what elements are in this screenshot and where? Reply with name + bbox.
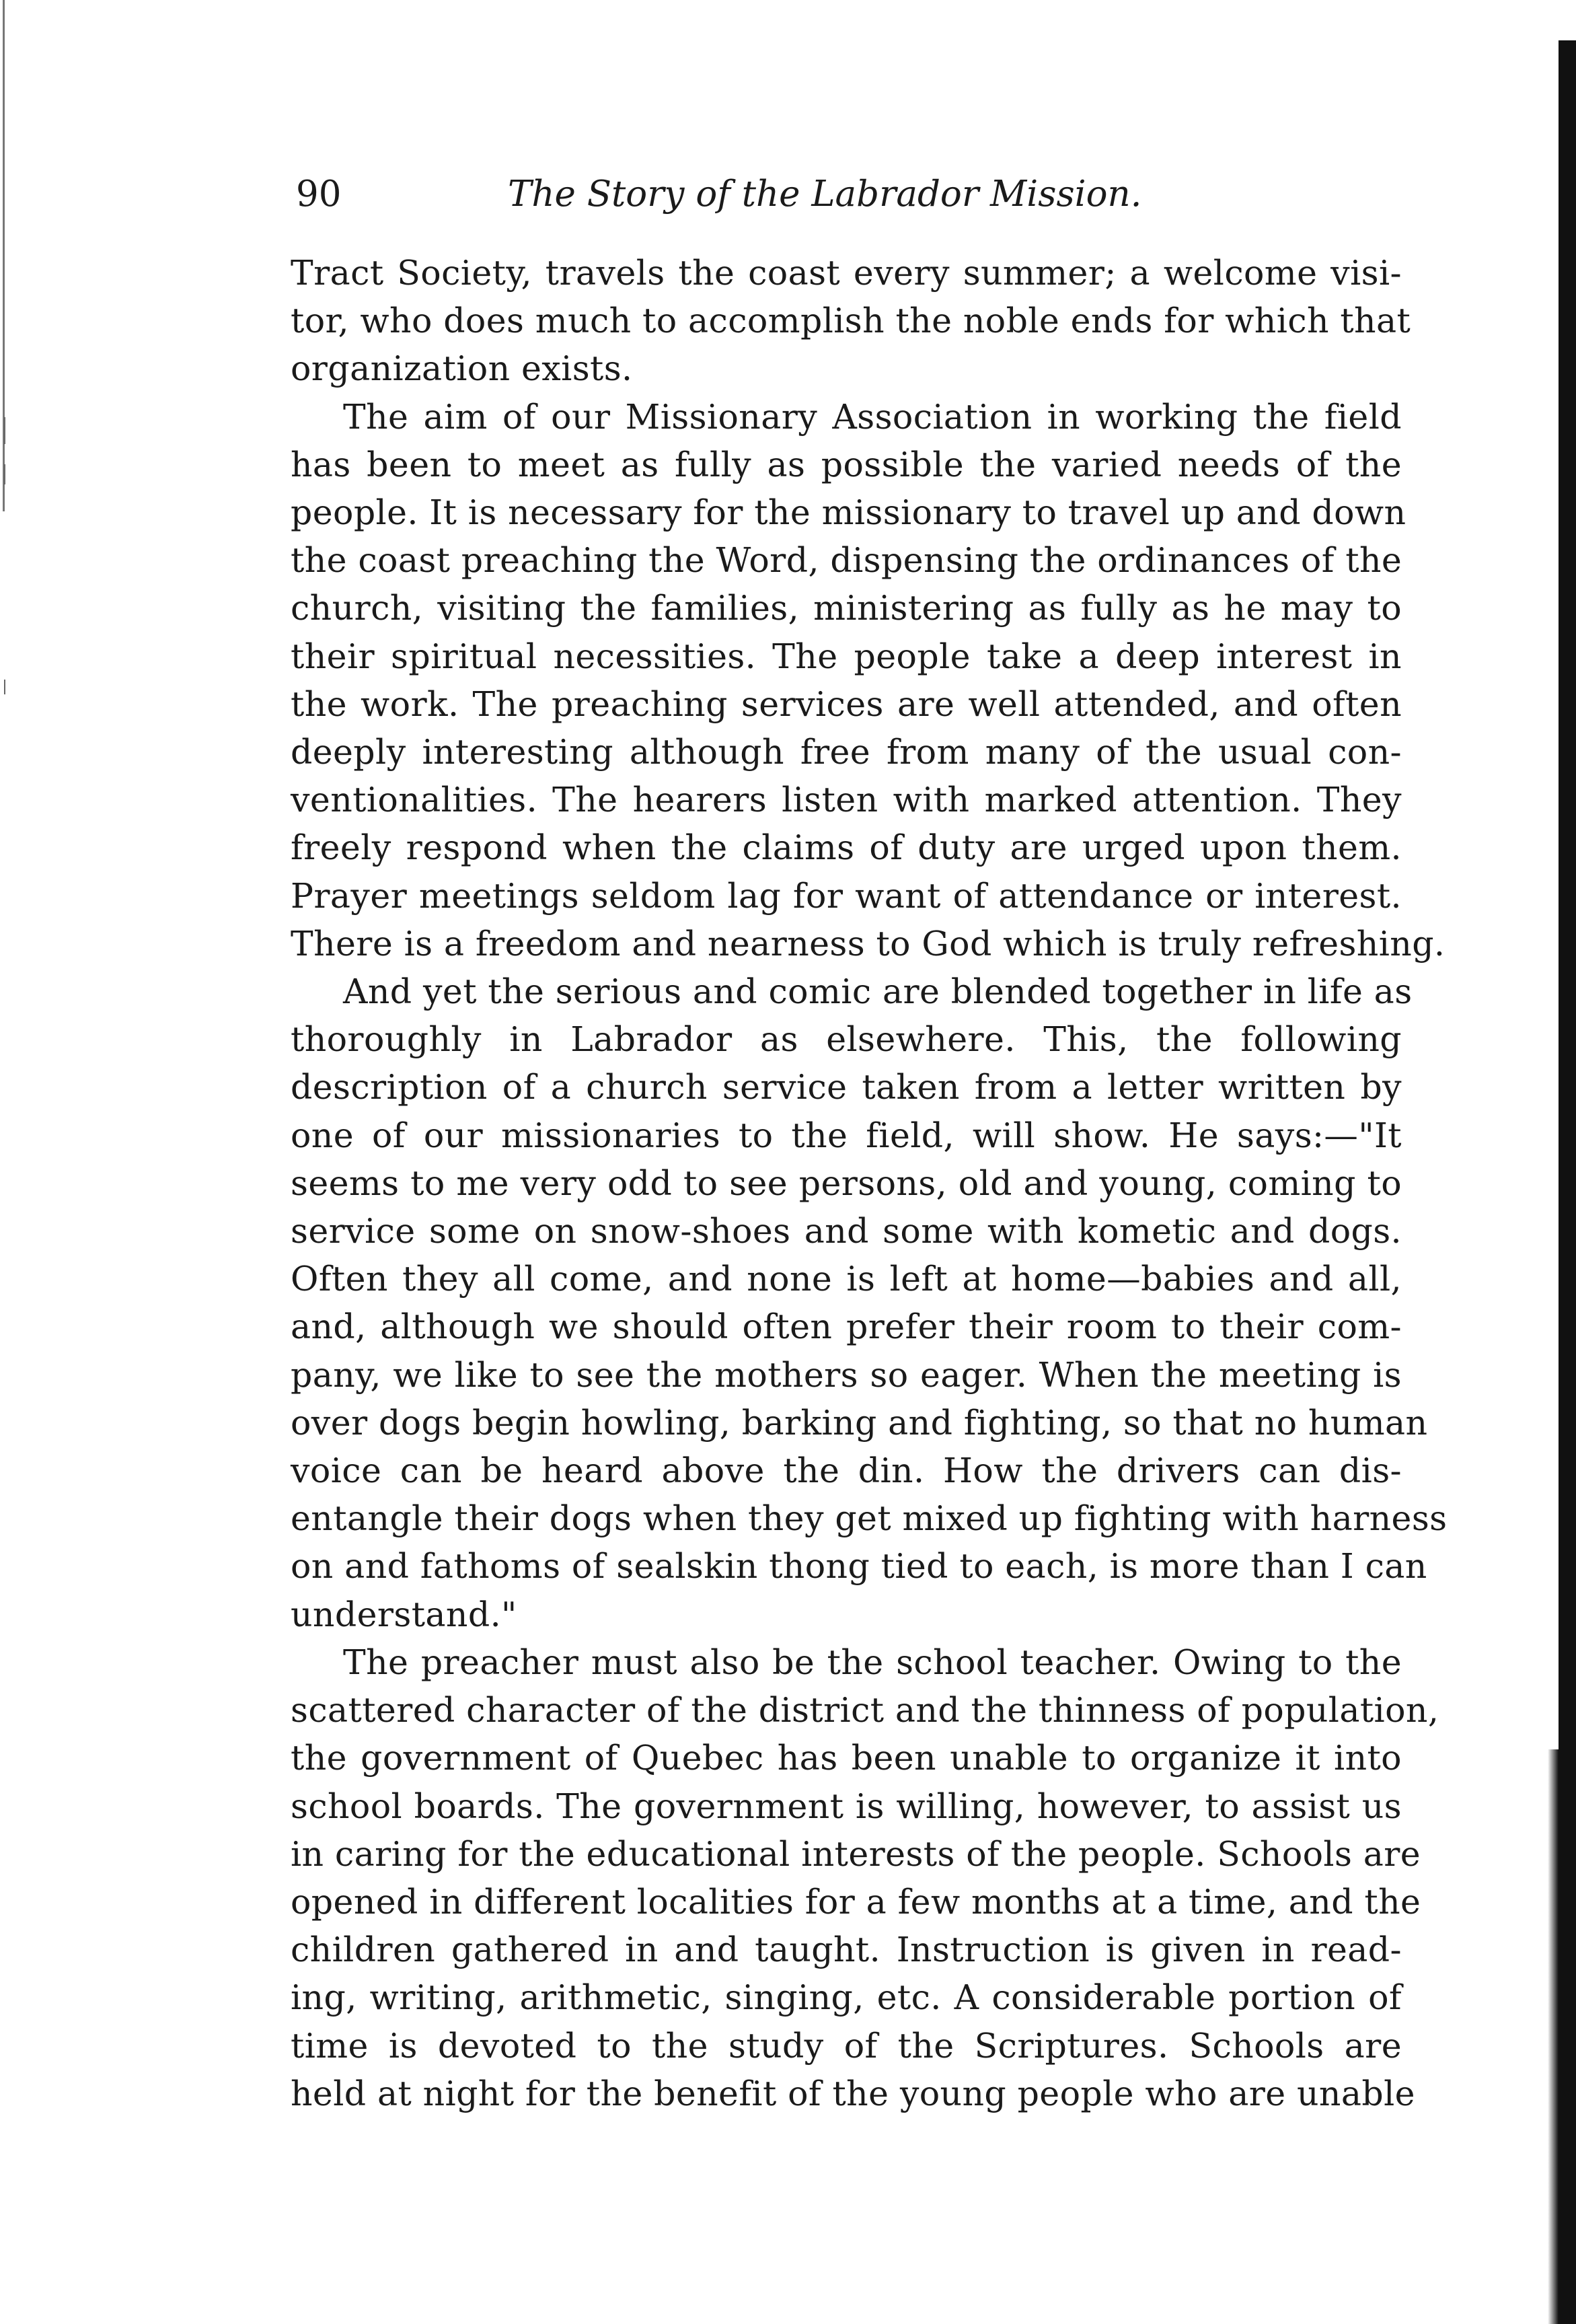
text-line: over dogs begin howling, barking and fighting, so that no human	[291, 1402, 1428, 1443]
text-line: held at night for the benefit of the young people who are unable	[291, 2073, 1415, 2113]
text-line: voice can be heard above the din. How the drivers can dis-	[291, 1451, 1402, 1491]
text-line: ventionalities. The hearers listen with marked attention. They	[291, 780, 1402, 820]
scan-right-edge-shadow-taper	[1548, 1749, 1559, 2324]
text-line: the work. The preaching services are well attended, and often	[291, 684, 1402, 724]
page-header	[296, 174, 1251, 227]
text-line: and, although we should often prefer their room to their com-	[291, 1307, 1402, 1347]
paragraph	[291, 1638, 1439, 2117]
text-line: time is devoted to the study of the Scriptures. Schools are	[291, 2025, 1402, 2066]
text-line: has been to meet as fully as possible the varied needs of the	[291, 444, 1402, 484]
scan-left-edge-mark	[4, 680, 5, 694]
text-line: thoroughly in Labrador as elsewhere. This, the following	[291, 1019, 1402, 1060]
text-line: tor, who does much to accomplish the noble ends for which that	[291, 301, 1411, 341]
text-line: deeply interesting although free from many of the usual con-	[291, 732, 1402, 772]
text-line: opened in different localities for a few months at a time, and the	[291, 1881, 1421, 1922]
text-line: school boards. The government is willing, however, to assist us	[291, 1786, 1402, 1826]
text-line: in caring for the educational interests of the people. Schools are	[291, 1833, 1421, 1874]
scan-left-edge-mark	[4, 464, 5, 484]
paragraph	[291, 249, 1411, 393]
page-number: 90	[296, 174, 342, 215]
paragraph	[291, 968, 1448, 1638]
text-line: people. It is necessary for the missionary to travel up and down	[291, 493, 1406, 533]
text-line: their spiritual necessities. The people take a deep interest in	[291, 636, 1402, 676]
text-line: pany, we like to see the mothers so eager. When the meeting is	[291, 1354, 1402, 1395]
text-line: seems to me very odd to see persons, old and young, coming to	[291, 1163, 1402, 1203]
text-line: The aim of our Missionary Association in working the field	[343, 396, 1402, 437]
scan-right-edge-shadow	[1559, 40, 1576, 2324]
text-line: There is a freedom and nearness to God which is truly refreshing.	[291, 923, 1446, 964]
text-line: scattered character of the district and the thinness of population,	[291, 1690, 1439, 1731]
text-line: one of our missionaries to the field, will show. He says:—"It	[291, 1115, 1402, 1155]
text-line: The preacher must also be the school teacher. Owing to the	[343, 1642, 1402, 1682]
body-text	[291, 249, 1448, 2117]
text-line: on and fathoms of sealskin thong tied to each, is more than I can	[291, 1546, 1427, 1587]
text-line: Tract Society, travels the coast every summer; a welcome visi-	[291, 253, 1402, 293]
text-line: freely respond when the claims of duty are urged upon them.	[291, 828, 1402, 868]
text-line: understand."	[291, 1594, 517, 1634]
text-line: Often they all come, and none is left at home—babies and all,	[291, 1259, 1402, 1299]
text-line: And yet the serious and comic are blended together in life as	[343, 972, 1413, 1012]
text-line: description of a church service taken from a letter written by	[291, 1067, 1402, 1107]
text-line: service some on snow-shoes and some with kometic and dogs.	[291, 1211, 1402, 1251]
paragraph	[291, 393, 1446, 968]
text-line: ing, writing, arithmetic, singing, etc. A considerable portion of	[291, 1977, 1402, 2018]
text-line: children gathered in and taught. Instruction is given in read-	[291, 1930, 1402, 1970]
text-line: entangle their dogs when they get mixed up fighting with harness	[291, 1498, 1448, 1539]
text-line: the government of Quebec has been unable to organize it into	[291, 1738, 1402, 1778]
running-title: The Story of the Labrador Mission.	[508, 174, 1142, 215]
text-line: Prayer meetings seldom lag for want of attendance or interest.	[291, 875, 1402, 916]
text-line: church, visiting the families, ministering as fully as he may to	[291, 588, 1402, 628]
text-line: organization exists.	[291, 349, 633, 389]
text-line: the coast preaching the Word, dispensing the ordinances of the	[291, 540, 1402, 581]
scan-left-edge-mark	[4, 417, 5, 444]
